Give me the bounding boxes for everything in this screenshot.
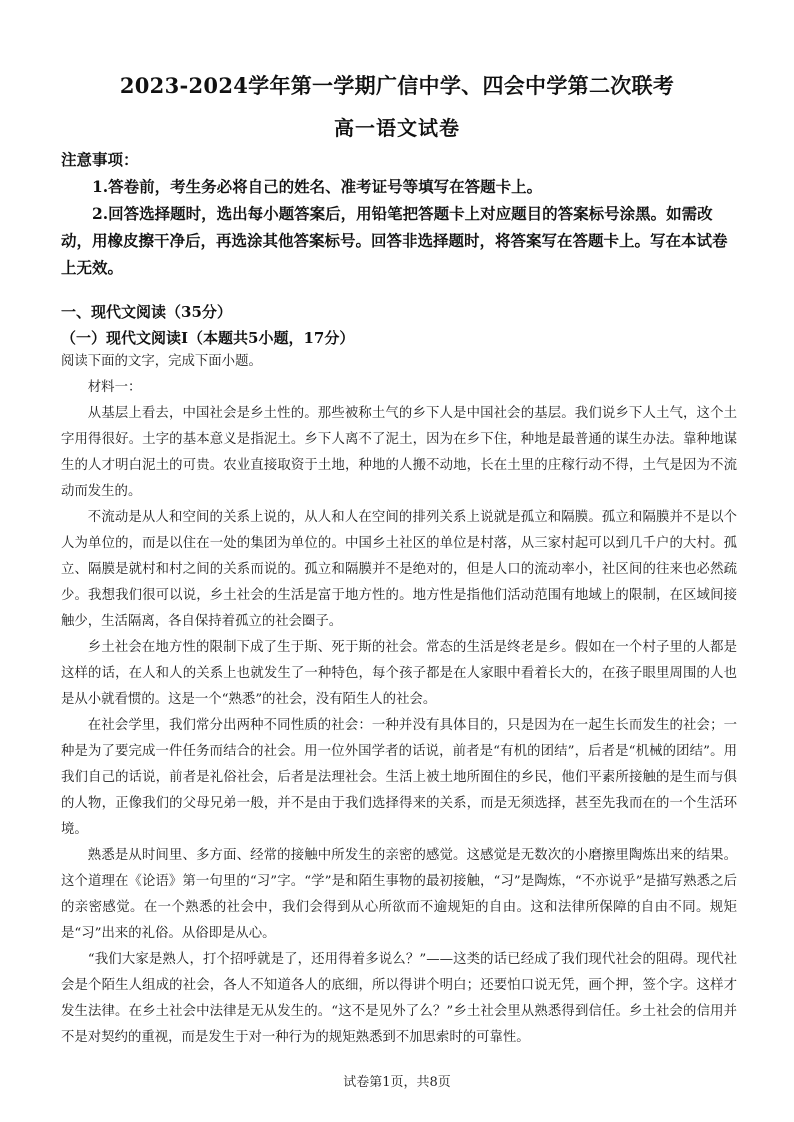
notice-block — [61, 146, 737, 281]
paragraph-4: 在社会学里，我们常分出两种不同性质的社会：一种并没有具体目的，只是因为在一起生长而发生的社会；一种是为了要完成一件任务而结合的社会。用一位外国学者的话说，前者是“有机的团结”，后者是“机械的团结”。用我们自己的话说，前者是礼俗社会，后者是法理社会。生活上被土地所囿住的乡民，他们平素所接触的是生而与俱的人物，正像我们的父母兄弟一般，并不是由于我们选择得来的关系，而是无须选择，甚至先我而在的一个生活环境。 — [61, 718, 737, 837]
exam-title: 2023-2024学年第一学期广信中学、四会中学第二次联考 — [119, 73, 675, 98]
notice-item-2: 2.回答选择题时，选出每小题答案后，用铅笔把答题卡上对应题目的答案标号涂黑。如需改动，用橡皮擦干净后，再选涂其他答案标号。回答非选择题时，将答案写在答题卡上。写在本试卷上无效。 — [61, 204, 728, 277]
paragraph-1: 从基层上看去，中国社会是乡土性的。那些被称土气的乡下人是中国社会的基层。我们说乡下人土气，这个土字用得很好。土字的基本意义是指泥土。乡下人离不了泥土，因为在乡下住，种地是最普通的谋生办法。靠种地谋生的人才明白泥土的可贵。农业直接取资于土地，种地的人搬不动地，长在土里的庄稼行动不得，土气是因为不流动而发生的。 — [61, 406, 737, 499]
section-subtitle: （一）现代文阅读Ⅰ（本题共5小题，17分） — [61, 329, 355, 347]
paragraph-5: 熟悉是从时间里、多方面、经常的接触中所发生的亲密的感觉。这感觉是无数次的小磨擦里陶炼出来的结果。这个道理在《论语》第一句里的“习”字。“学”是和陌生事物的最初接触，“习”是陶炼，“不亦说乎”是描写熟悉之后的亲密感觉。在一个熟悉的社会中，我们会得到从心所欲而不逾规矩的自由。这和法律所保障的自由不同。规矩是“习”出来的礼俗。从俗即是从心。 — [61, 848, 737, 941]
notice-heading: 注意事项： — [61, 150, 139, 169]
notice-item-1: 1.答卷前，考生务必将自己的姓名、准考证号等填写在答题卡上。 — [92, 177, 543, 196]
instruction-text: 阅读下面的文字，完成下面小题。 — [61, 354, 262, 369]
exam-subtitle: 高一语文试卷 — [334, 116, 460, 140]
paragraph-3: 乡土社会在地方性的限制下成了生于斯、死于斯的社会。常态的生活是终老是乡。假如在一个村子里的人都是这样的话，在人和人的关系上也就发生了一种特色，每个孩子都是在人家眼中看着长大的，在孩子眼里周围的人也是从小就看惯的。这是一个“熟悉”的社会，没有陌生人的社会。 — [61, 640, 737, 707]
page-footer: 试卷第1页，共8页 — [343, 1075, 451, 1090]
paragraph-6: “我们大家是熟人，打个招呼就是了，还用得着多说么？”——这类的话已经成了我们现代社会的阻碍。现代社会是个陌生人组成的社会，各人不知道各人的底细，所以得讲个明白；还要怕口说无凭，画个押，签个字。这样才发生法律。在乡土社会中法律是无从发生的。“这不是见外了么？”乡土社会里从熟悉得到信任。乡土社会的信用并不是对契约的重视，而是发生于对一种行为的规矩熟悉到不加思索时的可靠性。 — [61, 952, 737, 1045]
reading-body — [61, 349, 737, 1051]
section-title: 一、现代文阅读（35分） — [61, 303, 232, 321]
paragraph-2: 不流动是从人和空间的关系上说的，从人和人在空间的排列关系上说就是孤立和隔膜。孤立和隔膜并不是以个人为单位的，而是以住在一处的集团为单位的。中国乡土社区的单位是村落，从三家村起可以到几千户的大村。孤立、隔膜是就村和村之间的关系而说的。孤立和隔膜并不是绝对的，但是人口的流动率小，社区间的往来也必然疏少。我想我们很可以说，乡土社会的生活是富于地方性的。地方性是指他们活动范围有地域上的限制，在区域间接触少，生活隔离，各自保持着孤立的社会圈子。 — [61, 510, 737, 629]
material-label: 材料一： — [87, 380, 142, 395]
